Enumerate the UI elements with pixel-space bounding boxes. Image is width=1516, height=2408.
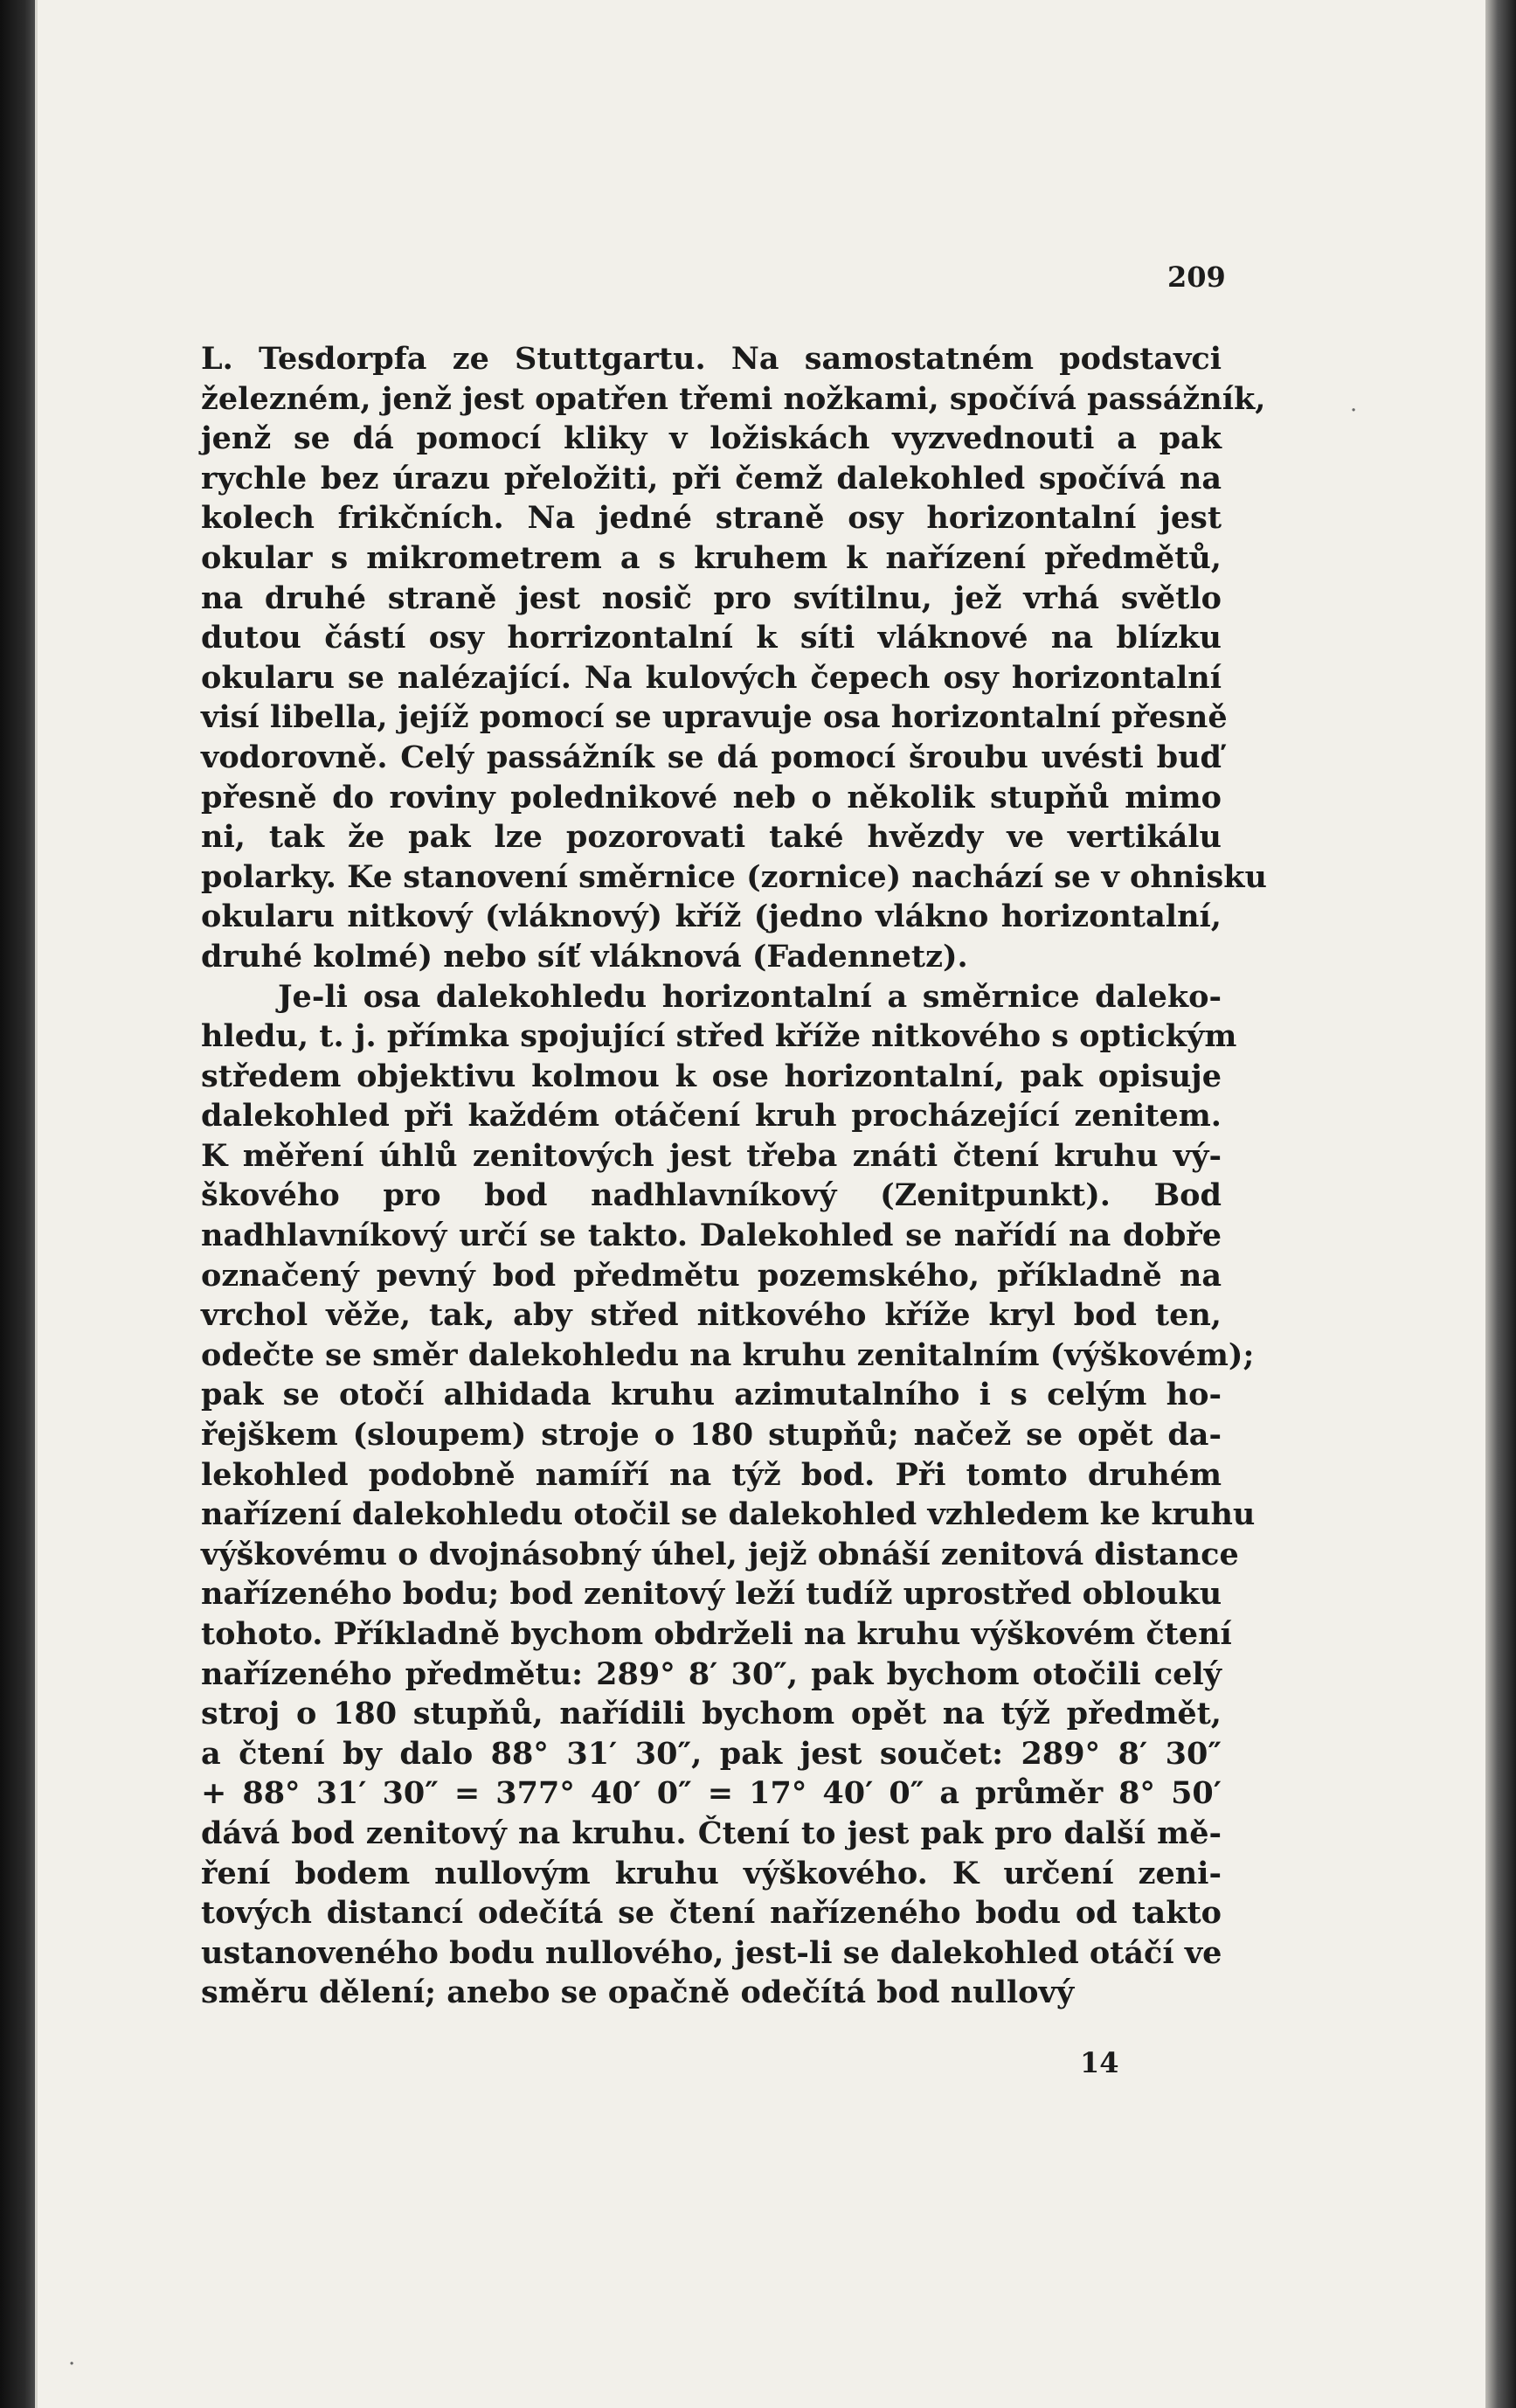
body-text (201, 339, 1267, 2013)
text-line: kolech frikčních. Na jedné straně osy horizontalní jest (201, 500, 1222, 537)
text-line: označený pevný bod předmětu pozemského, příkladně na (201, 1257, 1222, 1294)
text-line: okular s mikrometrem a s kruhem k nařízení předmětů, (201, 539, 1222, 576)
text-line: ření bodem nullovým kruhu výškového. K určení zeni- (201, 1855, 1222, 1891)
text-line: polarky. Ke stanovení směrnice (zornice) nachází se v ohnisku (201, 858, 1267, 895)
text-line: přesně do roviny polednikové neb o několik stupňů mimo (201, 779, 1222, 815)
page-number: 209 (1167, 260, 1226, 294)
text-line: dutou částí osy horrizontalní k síti vláknové na blízku (201, 620, 1222, 656)
text-line: okularu se nalézající. Na kulových čepech osy horizontalní (201, 659, 1222, 696)
text-line: K měření úhlů zenitových jest třeba znáti čtení kruhu vý- (201, 1137, 1222, 1174)
text-line: tových distancí odečítá se čtení nařízeného bodu od takto (201, 1895, 1222, 1932)
text-line: výškovému o dvojnásobný úhel, jejž obnáší zenitová distance (201, 1536, 1239, 1572)
text-line: tohoto. Příkladně bychom obdrželi na kruhu výškovém čtení (201, 1616, 1232, 1652)
text-line: škového pro bod nadhlavníkový (Zenitpunkt). Bod (201, 1177, 1222, 1214)
text-line: dalekohled při každém otáčení kruh procházející zenitem. (201, 1098, 1222, 1135)
speck-mark: · (1350, 398, 1358, 424)
text-line: nařízeného předmětu: 289° 8′ 30″, pak bychom otočili celý (201, 1655, 1222, 1692)
text-line: dává bod zenitový na kruhu. Čtení to jest pak pro další mě- (201, 1815, 1222, 1851)
text-line: hledu, t. j. přímka spojující střed kříže nitkového s optickým (201, 1018, 1237, 1055)
book-spine-shadow (0, 0, 35, 2408)
text-line: Je-li osa dalekohledu horizontalní a směrnice daleko- (278, 978, 1222, 1015)
text-line: druhé kolmé) nebo síť vláknová (Fadennetz). (201, 938, 968, 975)
text-line: L. Tesdorpfa ze Stuttgartu. Na samostatném podstavci (201, 341, 1222, 377)
text-line: na druhé straně jest nosič pro svítilnu, jež vrhá světlo (201, 579, 1222, 616)
text-line: směru dělení; anebo se opačně odečítá bod nullový (201, 1974, 1075, 2011)
text-line: a čtení by dalo 88° 31′ 30″, pak jest součet: 289° 8′ 30″ (201, 1735, 1222, 1772)
text-line: ustanoveného bodu nullového, jest-li se dalekohled otáčí ve (201, 1934, 1222, 1971)
text-line: rychle bez úrazu přeložiti, při čemž dalekohled spočívá na (201, 460, 1222, 496)
text-line: středem objektivu kolmou k ose horizontalní, pak opisuje (201, 1058, 1222, 1094)
text-line: lekohled podobně namíří na týž bod. Při tomto druhém (201, 1456, 1222, 1493)
text-line: vodorovně. Celý passážník se dá pomocí šroubu uvésti buď (201, 739, 1222, 775)
text-line: okularu nitkový (vláknový) kříž (jedno vlákno horizontalní, (201, 899, 1222, 935)
text-line: vrchol věže, tak, aby střed nitkového kříže kryl bod ten, (201, 1297, 1222, 1334)
text-line: nařízeného bodu; bod zenitový leží tudíž uprostřed oblouku (201, 1576, 1222, 1613)
text-line: + 88° 31′ 30″ = 377° 40′ 0″ = 17° 40′ 0″ a průměr 8° 50′ (201, 1775, 1222, 1812)
text-line: nařízení dalekohledu otočil se dalekohled vzhledem ke kruhu (201, 1496, 1256, 1533)
text-line: stroj o 180 stupňů, nařídili bychom opět na týž předmět, (201, 1696, 1222, 1732)
page-edge-shadow (1485, 0, 1516, 2408)
text-line: ni, tak že pak lze pozorovati také hvězdy ve vertikálu (201, 819, 1222, 856)
speck-mark: · (68, 2351, 76, 2377)
text-line: odečte se směr dalekohledu na kruhu zenitalním (výškovém); (201, 1336, 1255, 1373)
printer-signature-mark: 14 (1080, 2046, 1119, 2079)
text-line: pak se otočí alhidada kruhu azimutalního i s celým ho- (201, 1377, 1222, 1413)
text-line: řejškem (sloupem) stroje o 180 stupňů; načež se opět da- (201, 1417, 1222, 1454)
text-line: nadhlavníkový určí se takto. Dalekohled se nařídí na dobře (201, 1218, 1222, 1254)
text-line: železném, jenž jest opatřen třemi nožkami, spočívá passážník, (201, 380, 1266, 417)
text-line: jenž se dá pomocí kliky v ložiskách vyzvednouti a pak (201, 420, 1222, 457)
text-line: visí libella, jejíž pomocí se upravuje osa horizontalní přesně (201, 699, 1228, 736)
